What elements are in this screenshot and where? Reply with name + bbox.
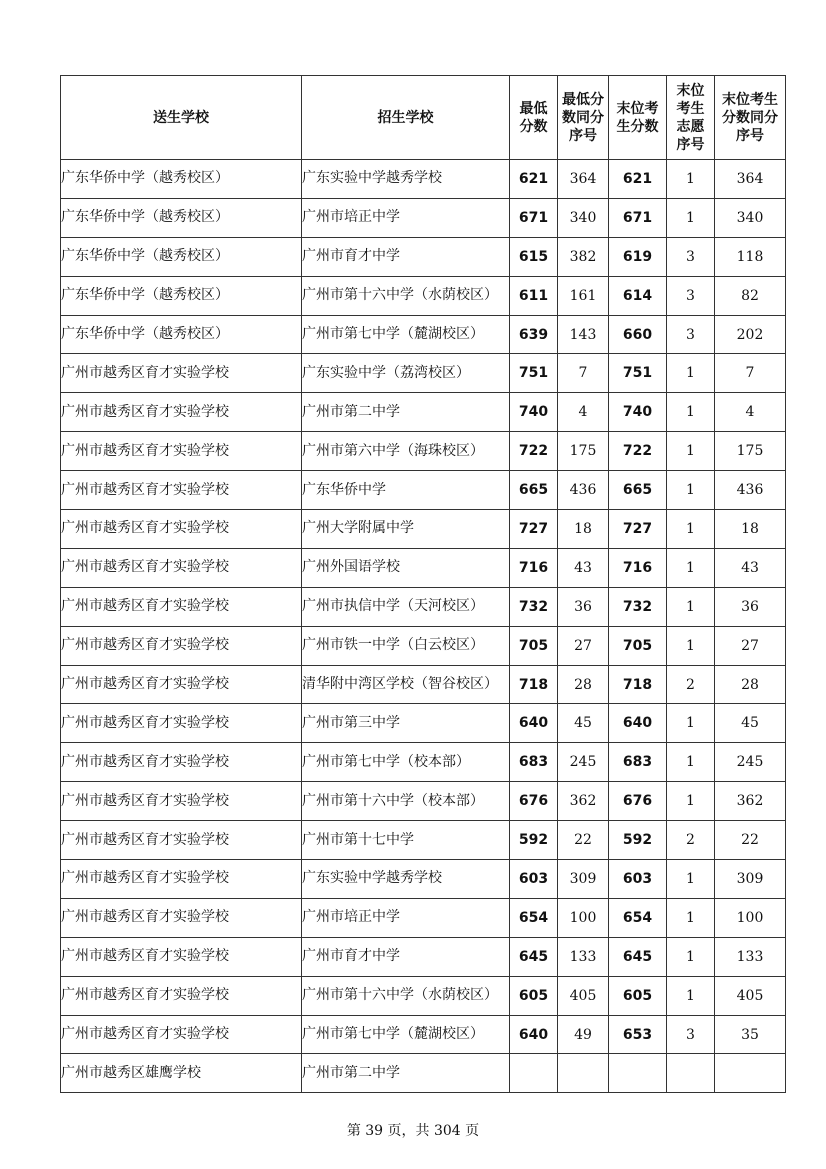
cell-sender-school: 广州市越秀区育才实验学校	[61, 587, 302, 626]
table-row	[61, 393, 786, 432]
table-row	[61, 510, 786, 549]
cell-sender-school: 广州市越秀区育才实验学校	[61, 471, 302, 510]
cell-min-score: 592	[510, 821, 558, 860]
cell-sender-school: 广东华侨中学（越秀校区）	[61, 276, 302, 315]
cell-min-score-tie-rank: 4	[558, 393, 609, 432]
table-row	[61, 898, 786, 937]
cell-last-score: 665	[609, 471, 667, 510]
header-line: 末位	[676, 82, 705, 99]
cell-min-score: 722	[510, 432, 558, 471]
table-row	[61, 782, 786, 821]
cell-min-score-tie-rank: 27	[558, 626, 609, 665]
cell-min-score-tie-rank: 382	[558, 237, 609, 276]
table-row	[61, 937, 786, 976]
header-line: 分数	[519, 118, 548, 135]
cell-last-choice-rank: 3	[667, 237, 715, 276]
cell-last-score: 614	[609, 276, 667, 315]
admission-table	[60, 75, 786, 1093]
cell-last-score: 645	[609, 937, 667, 976]
cell-receiving-school: 广州市第二中学	[302, 393, 510, 432]
cell-last-score: 654	[609, 898, 667, 937]
cell-last-choice-rank: 1	[667, 198, 715, 237]
table-row	[61, 1015, 786, 1054]
cell-sender-school: 广州市越秀区育才实验学校	[61, 704, 302, 743]
cell-last-score: 751	[609, 354, 667, 393]
cell-receiving-school: 广州市铁一中学（白云校区）	[302, 626, 510, 665]
cell-last-score: 676	[609, 782, 667, 821]
cell-last-choice-rank: 1	[667, 587, 715, 626]
cell-receiving-school: 广州市第六中学（海珠校区）	[302, 432, 510, 471]
cell-min-score: 611	[510, 276, 558, 315]
cell-receiving-school: 广州市第七中学（校本部）	[302, 743, 510, 782]
cell-last-score: 727	[609, 510, 667, 549]
cell-receiving-school: 广州市培正中学	[302, 898, 510, 937]
cell-last-choice-rank: 1	[667, 160, 715, 199]
header-line: 生分数	[616, 118, 659, 135]
header-line: 志愿	[676, 118, 705, 135]
cell-receiving-school: 广州市第三中学	[302, 704, 510, 743]
cell-receiving-school: 广州市第十六中学（校本部）	[302, 782, 510, 821]
cell-last-score: 640	[609, 704, 667, 743]
cell-min-score: 740	[510, 393, 558, 432]
table-row	[61, 626, 786, 665]
cell-sender-school: 广州市越秀区育才实验学校	[61, 665, 302, 704]
cell-min-score: 716	[510, 548, 558, 587]
cell-min-score-tie-rank: 340	[558, 198, 609, 237]
header-line: 分数同分	[722, 109, 778, 126]
cell-last-score: 716	[609, 548, 667, 587]
cell-last-score: 619	[609, 237, 667, 276]
cell-sender-school: 广州市越秀区雄鹰学校	[61, 1054, 302, 1093]
cell-receiving-school: 广州市第十七中学	[302, 821, 510, 860]
cell-min-score: 603	[510, 860, 558, 899]
cell-last-choice-rank: 1	[667, 704, 715, 743]
cell-min-score-tie-rank: 364	[558, 160, 609, 199]
cell-sender-school: 广州市越秀区育才实验学校	[61, 548, 302, 587]
cell-sender-school: 广州市越秀区育才实验学校	[61, 626, 302, 665]
cell-min-score-tie-rank: 161	[558, 276, 609, 315]
cell-receiving-school: 广州市育才中学	[302, 937, 510, 976]
cell-min-score: 683	[510, 743, 558, 782]
cell-min-score-tie-rank: 436	[558, 471, 609, 510]
cell-last-score: 605	[609, 976, 667, 1015]
cell-sender-school: 广东华侨中学（越秀校区）	[61, 237, 302, 276]
cell-last-score: 660	[609, 315, 667, 354]
cell-sender-school: 广州市越秀区育才实验学校	[61, 937, 302, 976]
cell-receiving-school: 广州市培正中学	[302, 198, 510, 237]
table-row	[61, 432, 786, 471]
cell-last-score-tie-rank: 362	[715, 782, 786, 821]
cell-last-score-tie-rank: 22	[715, 821, 786, 860]
cell-last-score: 592	[609, 821, 667, 860]
cell-last-score-tie-rank: 4	[715, 393, 786, 432]
cell-last-choice-rank: 1	[667, 393, 715, 432]
cell-receiving-school: 广州市第十六中学（水荫校区）	[302, 276, 510, 315]
cell-min-score	[510, 1054, 558, 1093]
table-row	[61, 315, 786, 354]
cell-last-score-tie-rank: 43	[715, 548, 786, 587]
cell-last-choice-rank: 2	[667, 665, 715, 704]
table-row	[61, 587, 786, 626]
cell-min-score-tie-rank	[558, 1054, 609, 1093]
cell-last-choice-rank: 1	[667, 626, 715, 665]
header-line: 送生学校	[153, 109, 209, 126]
table-body	[61, 160, 786, 1093]
header-min-score	[510, 76, 558, 160]
cell-min-score-tie-rank: 245	[558, 743, 609, 782]
cell-last-score: 653	[609, 1015, 667, 1054]
cell-last-choice-rank: 1	[667, 976, 715, 1015]
cell-last-score-tie-rank: 7	[715, 354, 786, 393]
cell-last-score-tie-rank: 364	[715, 160, 786, 199]
cell-last-score-tie-rank: 27	[715, 626, 786, 665]
cell-sender-school: 广州市越秀区育才实验学校	[61, 393, 302, 432]
cell-last-score-tie-rank: 309	[715, 860, 786, 899]
cell-receiving-school: 广东实验中学越秀学校	[302, 160, 510, 199]
cell-last-score-tie-rank: 28	[715, 665, 786, 704]
cell-sender-school: 广州市越秀区育才实验学校	[61, 510, 302, 549]
cell-min-score: 732	[510, 587, 558, 626]
cell-receiving-school: 广州外国语学校	[302, 548, 510, 587]
cell-min-score: 640	[510, 1015, 558, 1054]
cell-last-score-tie-rank: 18	[715, 510, 786, 549]
cell-last-score-tie-rank: 436	[715, 471, 786, 510]
cell-last-choice-rank: 3	[667, 276, 715, 315]
cell-min-score-tie-rank: 405	[558, 976, 609, 1015]
cell-min-score-tie-rank: 45	[558, 704, 609, 743]
cell-last-choice-rank: 1	[667, 743, 715, 782]
cell-sender-school: 广东华侨中学（越秀校区）	[61, 160, 302, 199]
header-sender-school	[61, 76, 302, 160]
cell-sender-school: 广州市越秀区育才实验学校	[61, 976, 302, 1015]
table-row	[61, 976, 786, 1015]
cell-last-score-tie-rank: 35	[715, 1015, 786, 1054]
cell-min-score-tie-rank: 22	[558, 821, 609, 860]
cell-last-score: 718	[609, 665, 667, 704]
table-row	[61, 860, 786, 899]
cell-last-choice-rank: 1	[667, 782, 715, 821]
cell-min-score: 645	[510, 937, 558, 976]
cell-receiving-school: 广东华侨中学	[302, 471, 510, 510]
cell-last-score-tie-rank: 340	[715, 198, 786, 237]
cell-min-score-tie-rank: 175	[558, 432, 609, 471]
header-last-score-tie-rank	[715, 76, 786, 160]
cell-min-score: 671	[510, 198, 558, 237]
cell-min-score: 621	[510, 160, 558, 199]
cell-min-score: 665	[510, 471, 558, 510]
cell-min-score: 705	[510, 626, 558, 665]
cell-sender-school: 广州市越秀区育才实验学校	[61, 821, 302, 860]
cell-receiving-school: 清华附中湾区学校（智谷校区）	[302, 665, 510, 704]
cell-min-score: 605	[510, 976, 558, 1015]
header-line: 序号	[676, 136, 705, 153]
cell-sender-school: 广东华侨中学（越秀校区）	[61, 315, 302, 354]
cell-min-score-tie-rank: 143	[558, 315, 609, 354]
header-row	[61, 76, 786, 160]
table-row	[61, 548, 786, 587]
cell-min-score-tie-rank: 309	[558, 860, 609, 899]
cell-sender-school: 广州市越秀区育才实验学校	[61, 354, 302, 393]
table-row	[61, 237, 786, 276]
table-row	[61, 276, 786, 315]
cell-last-score: 683	[609, 743, 667, 782]
cell-min-score-tie-rank: 36	[558, 587, 609, 626]
header-line: 末位考生	[722, 91, 778, 108]
cell-min-score-tie-rank: 7	[558, 354, 609, 393]
table-row	[61, 354, 786, 393]
cell-last-score-tie-rank: 133	[715, 937, 786, 976]
header-receiving-school	[302, 76, 510, 160]
table-row	[61, 1054, 786, 1093]
cell-last-score: 603	[609, 860, 667, 899]
table-row	[61, 665, 786, 704]
cell-last-score-tie-rank: 36	[715, 587, 786, 626]
cell-sender-school: 广州市越秀区育才实验学校	[61, 860, 302, 899]
cell-min-score: 676	[510, 782, 558, 821]
cell-last-choice-rank: 2	[667, 821, 715, 860]
cell-min-score-tie-rank: 49	[558, 1015, 609, 1054]
cell-min-score: 615	[510, 237, 558, 276]
cell-min-score-tie-rank: 133	[558, 937, 609, 976]
cell-last-choice-rank: 1	[667, 432, 715, 471]
cell-min-score-tie-rank: 18	[558, 510, 609, 549]
header-min-score-tie-rank	[558, 76, 609, 160]
header-line: 最低	[519, 100, 548, 117]
cell-last-choice-rank: 1	[667, 471, 715, 510]
header-line: 最低分	[562, 91, 604, 108]
cell-min-score-tie-rank: 362	[558, 782, 609, 821]
table-row	[61, 471, 786, 510]
cell-min-score-tie-rank: 28	[558, 665, 609, 704]
cell-min-score: 639	[510, 315, 558, 354]
cell-sender-school: 广东华侨中学（越秀校区）	[61, 198, 302, 237]
header-line: 考生	[676, 100, 705, 117]
cell-receiving-school: 广州大学附属中学	[302, 510, 510, 549]
cell-min-score-tie-rank: 43	[558, 548, 609, 587]
cell-min-score: 640	[510, 704, 558, 743]
cell-last-score-tie-rank: 202	[715, 315, 786, 354]
cell-sender-school: 广州市越秀区育才实验学校	[61, 782, 302, 821]
cell-last-choice-rank: 1	[667, 898, 715, 937]
cell-last-score-tie-rank: 45	[715, 704, 786, 743]
cell-last-score: 732	[609, 587, 667, 626]
cell-receiving-school: 广州市第二中学	[302, 1054, 510, 1093]
cell-last-score: 722	[609, 432, 667, 471]
cell-last-score-tie-rank: 82	[715, 276, 786, 315]
cell-min-score: 718	[510, 665, 558, 704]
header-last-score	[609, 76, 667, 160]
cell-receiving-school: 广州市第十六中学（水荫校区）	[302, 976, 510, 1015]
cell-last-choice-rank: 3	[667, 1015, 715, 1054]
table-row	[61, 198, 786, 237]
header-line: 序号	[736, 127, 764, 144]
cell-min-score-tie-rank: 100	[558, 898, 609, 937]
cell-last-choice-rank: 1	[667, 860, 715, 899]
cell-min-score: 654	[510, 898, 558, 937]
cell-last-choice-rank: 1	[667, 510, 715, 549]
cell-sender-school: 广州市越秀区育才实验学校	[61, 432, 302, 471]
cell-receiving-school: 广州市第七中学（麓湖校区）	[302, 315, 510, 354]
cell-receiving-school: 广东实验中学越秀学校	[302, 860, 510, 899]
cell-last-score: 705	[609, 626, 667, 665]
cell-last-choice-rank: 1	[667, 548, 715, 587]
cell-sender-school: 广州市越秀区育才实验学校	[61, 743, 302, 782]
cell-min-score: 751	[510, 354, 558, 393]
cell-receiving-school: 广东实验中学（荔湾校区）	[302, 354, 510, 393]
cell-last-score-tie-rank: 118	[715, 237, 786, 276]
cell-receiving-school: 广州市育才中学	[302, 237, 510, 276]
cell-last-score	[609, 1054, 667, 1093]
cell-receiving-school: 广州市第七中学（麓湖校区）	[302, 1015, 510, 1054]
page-footer: 第 39 页，共 304 页	[346, 1123, 480, 1139]
cell-last-score: 671	[609, 198, 667, 237]
cell-last-score-tie-rank: 100	[715, 898, 786, 937]
cell-last-choice-rank: 1	[667, 354, 715, 393]
cell-last-choice-rank	[667, 1054, 715, 1093]
cell-min-score: 727	[510, 510, 558, 549]
cell-last-score-tie-rank: 245	[715, 743, 786, 782]
cell-sender-school: 广州市越秀区育才实验学校	[61, 898, 302, 937]
header-last-choice-rank	[667, 76, 715, 160]
cell-last-score: 740	[609, 393, 667, 432]
cell-receiving-school: 广州市执信中学（天河校区）	[302, 587, 510, 626]
table-row	[61, 821, 786, 860]
cell-last-score-tie-rank: 175	[715, 432, 786, 471]
cell-last-score: 621	[609, 160, 667, 199]
cell-last-choice-rank: 1	[667, 937, 715, 976]
header-line: 招生学校	[377, 109, 434, 126]
cell-last-choice-rank: 3	[667, 315, 715, 354]
table-row	[61, 704, 786, 743]
cell-last-score-tie-rank: 405	[715, 976, 786, 1015]
header-line: 序号	[569, 127, 597, 144]
table-row	[61, 743, 786, 782]
cell-last-score-tie-rank	[715, 1054, 786, 1093]
header-line: 末位考	[616, 100, 659, 117]
header-line: 数同分	[562, 109, 604, 126]
table-row	[61, 160, 786, 199]
cell-sender-school: 广州市越秀区育才实验学校	[61, 1015, 302, 1054]
